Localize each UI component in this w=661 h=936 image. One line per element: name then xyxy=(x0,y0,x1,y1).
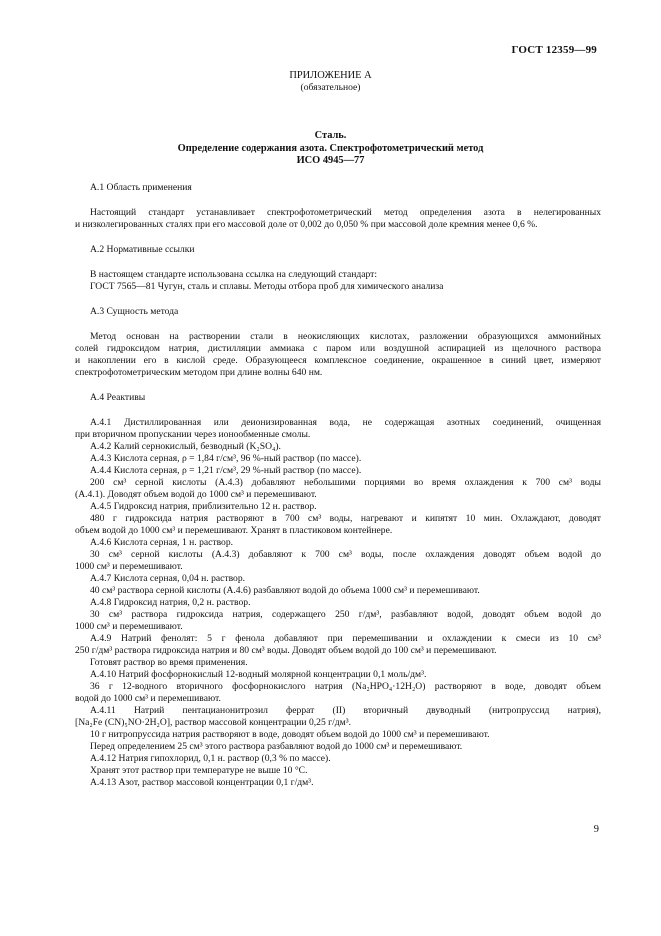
title-line-3: ИСО 4945—77 xyxy=(296,155,365,166)
reagent-line: А.4.5 Гидроксид натрия, приблизительно 12 н. раствор. xyxy=(90,501,317,512)
reagent-line: 30 см³ серной кислоты (А.4.3) добавляют к 700 см³ воды, после охлаждения доводят объем водой до xyxy=(90,549,601,560)
reagent-line: А.4.4 Кислота серная, ρ = 1,21 г/см³, 29 %-ный раствор (по массе). xyxy=(90,465,362,476)
appendix-heading xyxy=(0,70,661,94)
section-heading: А.1 Область применения xyxy=(90,182,192,193)
reagent-line: А.4.8 Гидроксид натрия, 0,2 н. раствор. xyxy=(90,597,251,608)
body-line: В настоящем стандарте использована ссылка на следующий стандарт: xyxy=(90,269,378,280)
reagent-line: 200 см³ серной кислоты (А.4.3) добавляют небольшими порциями во время охлаждения к 700 см³ воды xyxy=(90,477,601,488)
reagent-line: А.4.10 Натрий фосфорнокислый 12-водный молярной концентрации 0,1 моль/дм³. xyxy=(90,669,427,680)
body-line: и накоплении его в кислой среде. Образующееся комплексное соединение, окрашенное в синий цвет, измеряют xyxy=(75,355,601,366)
reagents-list xyxy=(75,417,601,789)
appendix-title: ПРИЛОЖЕНИЕ А xyxy=(289,70,372,81)
reagent-line: [Na₂Fe (CN)₅NO·2H₂O], раствор массовой концентрации 0,25 г/дм³. xyxy=(75,717,351,728)
title-line-1: Сталь. xyxy=(314,130,347,141)
reagent-line: при вторичном пропускании через ионообменные смолы. xyxy=(75,429,311,440)
reagent-line: 36 г 12-водного вторичного фосфорнокислого натрия (Na₂HPO₄·12H₂O) растворяют в воде, доводят объем xyxy=(90,681,601,692)
reagent-line: 40 см³ раствора серной кислоты (А.4.6) разбавляют водой до объема 1000 см³ и перемешивают. xyxy=(90,585,480,596)
reagent-line: объем водой до 1000 см³ и перемешивают. Хранят в пластиковом контейнере. xyxy=(75,525,393,536)
page-number: 9 xyxy=(593,824,599,835)
document-body xyxy=(75,182,601,789)
reagent-line: (А.4.1). Доводят объем водой до 1000 см³ и перемешивают. xyxy=(75,489,317,500)
body-line: и низколегированных сталях при его массовой доле от 0,002 до 0,050 % при массовой доле кремния менее 0,6 %. xyxy=(75,219,538,230)
reagent-line: Перед определением 25 см³ этого раствора разбавляют водой до 1000 см³ и перемешивают. xyxy=(90,741,463,752)
section-heading: А.2 Нормативные ссылки xyxy=(90,244,195,255)
reagent-line: А.4.7 Кислота серная, 0,04 н. раствор. xyxy=(90,573,246,584)
body-line: Метод основан на растворении стали в неокисляющих кислотах, разложении образующихся аммонийных xyxy=(90,331,601,342)
reagent-line: водой до 1000 см³ и перемешивают. xyxy=(75,693,221,704)
reagent-line: А.4.11 Натрий пентацианонитрозил феррат (II) вторичный двуводный (нитропруссид натрия), xyxy=(90,705,601,716)
appendix-subtitle: (обязательное) xyxy=(300,82,361,93)
reagent-line: А.4.9 Натрий фенолят: 5 г фенола добавляют при перемешивании и охлаждении к смеси из 10 см³ xyxy=(90,633,601,644)
reagent-line: Хранят этот раствор при температуре не выше 10 °С. xyxy=(90,765,308,776)
body-line: спектрофотометрическим методом при длине волны 640 нм. xyxy=(75,367,323,378)
section-heading: А.3 Сущность метода xyxy=(90,306,179,317)
reagent-line: А.4.3 Кислота серная, ρ = 1,84 г/см³, 96 %-ный раствор (по массе). xyxy=(90,453,362,464)
doc-code-header: ГОСТ 12359—99 xyxy=(511,44,597,56)
reagent-line: А.4.2 Калий сернокислый, безводный (K₂SO₄). xyxy=(90,441,281,452)
reagent-line: 10 г нитропруссида натрия растворяют в воде, доводят объем водой до 1000 см³ и перемешивают. xyxy=(90,729,490,740)
body-line: Настоящий стандарт устанавливает спектрофотометрический метод определения азота в нелегированных xyxy=(90,207,601,218)
reagent-line: А.4.13 Азот, раствор массовой концентрации 0,1 г/дм³. xyxy=(90,777,314,788)
reagent-line: А.4.6 Кислота серная, 1 н. раствор. xyxy=(90,537,234,548)
title-line-2: Определение содержания азота. Спектрофотометрический метод xyxy=(177,142,484,154)
reagent-line: 30 см³ раствора гидроксида натрия, содержащего 250 г/дм³, разбавляют водой, доводят объем водой до xyxy=(90,609,601,620)
reagent-line: 1000 см³ и перемешивают. xyxy=(75,621,183,632)
document-title xyxy=(60,130,601,168)
reagent-line: А.4.1 Дистиллированная или деионизированная вода, не содержащая азотных соединений, очищенная xyxy=(90,417,601,428)
section-heading: А.4 Реактивы xyxy=(90,392,146,403)
body-line: солей гидроксидом натрия, дистилляции аммиака с паром или воздушной аспирацией из щелочного раствора xyxy=(75,343,601,354)
reagent-line: Готовят раствор во время применения. xyxy=(90,657,248,668)
reagent-line: 250 г/дм³ раствора гидроксида натрия и 80 см³ воды. Доводят объем водой до 100 см³ и перемешивают. xyxy=(75,645,497,656)
reagent-line: А.4.12 Натрия гипохлорид, 0,1 н. раствор (0,3 % по массе). xyxy=(90,753,331,764)
body-line: ГОСТ 7565—81 Чугун, сталь и сплавы. Методы отбора проб для химического анализа xyxy=(90,281,444,292)
reagent-line: 480 г гидроксида натрия растворяют в 700 см³ воды, нагревают и кипятят 10 мин. Охлаждают, доводят xyxy=(90,513,601,524)
reagent-line: 1000 см³ и перемешивают. xyxy=(75,561,183,572)
